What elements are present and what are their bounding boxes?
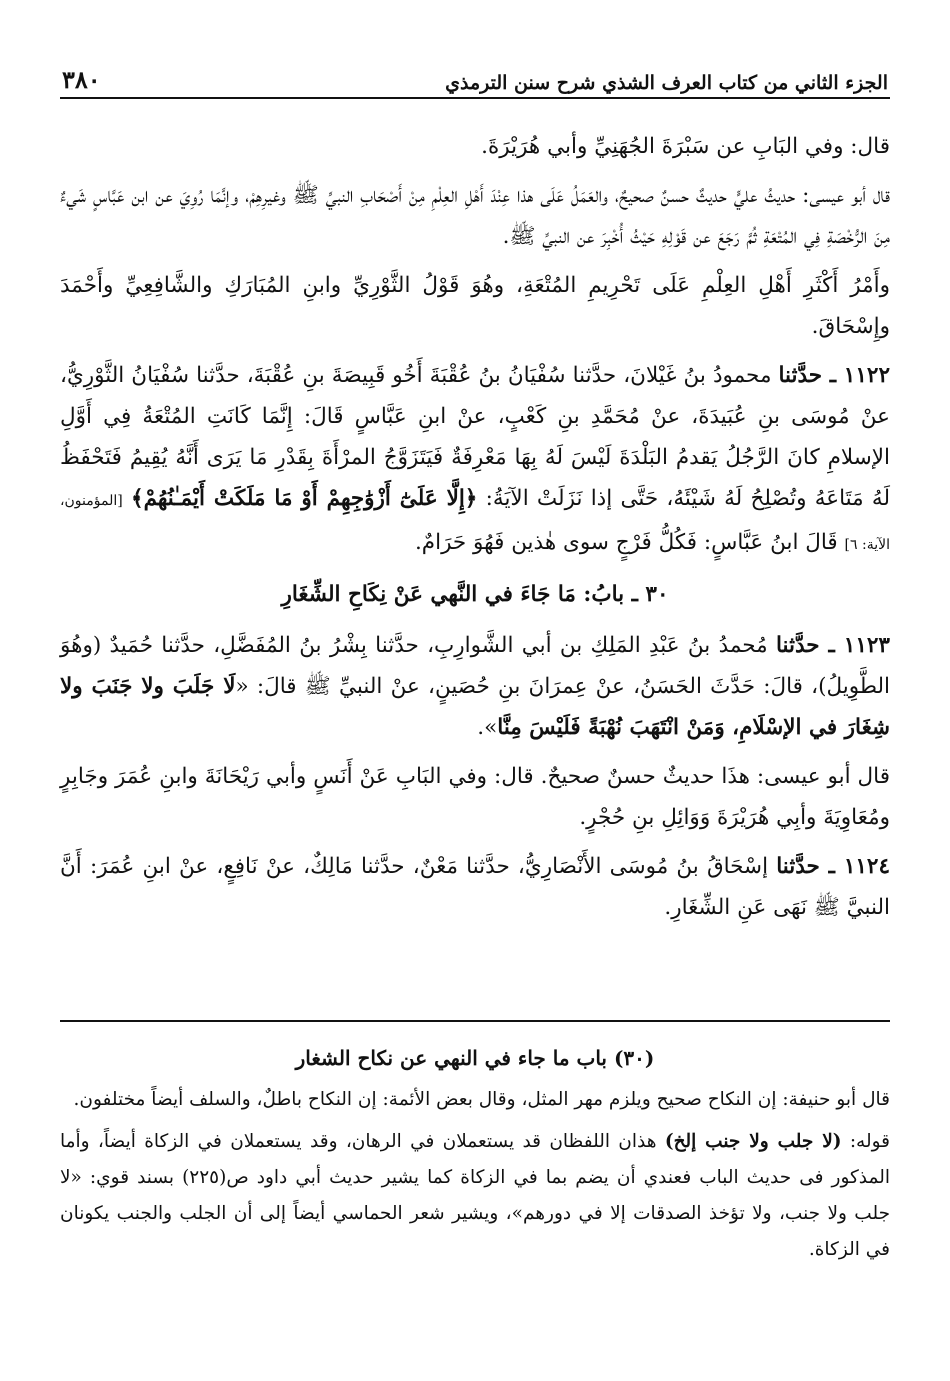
page-header <box>62 58 888 94</box>
hadith-1123 <box>60 625 890 748</box>
quran-verse: ﴿إِلَّا عَلَىٰٓ أَزْوَٰجِهِمْ أَوْ مَا مَلَكَتْ أَيْمَـٰنُهُمْ﴾ <box>130 486 478 511</box>
hadith-number: ١١٢٢ ـ حدَّثنا <box>778 363 890 388</box>
paragraph-abu-isa-grading: قال أبو عيسى: هذَا حديثٌ حسنٌ صحيحٌ. قال: وفي البَابِ عَنْ أَنَسٍ وأبي رَيْحَانَةَ وابنِ عُمَرَ وجَابِرٍ ومُعَاوِيَةَ وأبِي هُرَيْرَةَ وَوَائِلِ بنِ حُجْرٍ. <box>60 764 890 830</box>
quote-close: ». <box>477 715 498 740</box>
page-number: ٣٨٠ <box>62 65 101 94</box>
hadith-text: إسْحَاقُ بنُ مُوسَى الأَنْصَارِيُّ، حدَّثنا مَعْنٌ، حدَّثنا مَالِكٌ، عنْ نَافِعٍ، عنْ ابنِ عُمَرَ: أَنَّ النبيَّ ﷺ نَهَى عَنِ الشِّغَارِ. <box>60 854 890 920</box>
hadith-text-end: قَالَ ابنُ عَبَّاسٍ: فَكُلُّ فَرْجٍ سوى هٰذين فَهُوَ حَرَامٌ. <box>414 530 845 555</box>
prophetic-saying: لَا جَلَبَ ولا جَنَبَ ولا شِغَارَ في الإسْلَامِ، وَمَنْ انْتَهَبَ نُهْبَةً فَلَيْسَ مِنَّا <box>60 674 890 740</box>
hadith-1124 <box>60 846 890 928</box>
commentary-lead: قوله: <box>841 1131 891 1152</box>
commentary-quoted-phrase: (لا جلب ولا جنب إلخ) <box>664 1131 842 1152</box>
main-text <box>60 126 890 936</box>
header-divider <box>60 97 890 99</box>
running-title: الجزء الثاني من كتاب العرف الشذي شرح سنن الترمذي <box>445 72 888 94</box>
paragraph-abu-isa-ruling: قال أبو عيسى: حديثُ عليٍّ حديثٌ حسنٌ صحيحٌ، والعَمَلُ عَلَى هذا عِنْدَ أَهْلِ العِلْمِ مِنْ أَصْحَابِ النبيِّ ﷺ وغيرِهِمْ، وإنَّمَا رُوِيَ عن ابن عَبَّاسٍ شَيءٌ مِنَ الرُّخْصَةِ فِي المُتْعَةِ ثُمَّ رَجَعَ عن قَوْلِهِ حَيْثُ أُخْبِرَ عن النبيِّ ﷺ. <box>60 183 890 249</box>
paragraph-scholars-opinion: وأَمْرُ أَكْثَرِ أَهْلِ العِلْمِ عَلَى تَحْرِيمِ المُتْعَةِ، وهُوَ قَوْلُ الثَّوْرِيِّ وابنِ المُبَارَكِ والشَّافِعِيِّ وأَحْمَدَ وإِسْحَاقَ. <box>60 273 890 339</box>
hadith-text: محمودُ بنُ غَيْلانَ، حدَّثنا سُفْيَانُ بنُ عُقْبَةَ أَخُو قَبِيصَةَ بنِ عُقْبَةَ، حدَّثنا سُفْيَانُ الثَّوْرِيُّ، عنْ مُوسَى بنِ عُبَيدَةَ، عنْ مُحَمَّدِ بنِ كَعْبٍ، عنْ ابنِ عَبَّاسٍ قَالَ: إِنَّمَا كَانَتِ المُتْعَةُ فِي أَوَّلِ الإسلامِ كانَ الرَّجُلُ يَقدمُ البَلْدَةَ لَيْسَ لَهُ بِهَا مَعْرِفَةٌ فَيَتَزَوَّجُ المرْأَةَ بِقَدْرِ مَا يَرَى أَنَّهُ يُقِيمُ فَتَحْفَظُ لَهُ مَتَاعَهُ وتُصْلِحُ لَهُ شَيْئَهُ، حَتَّى إذا نَزَلَتْ الآيَةُ: <box>60 363 891 511</box>
hadith-number: ١١٢٤ ـ حدَّثنا <box>776 854 891 879</box>
hadith-text: مُحمدُ بنُ عَبْدِ المَلِكِ بن أبي الشَّوارِبِ، حدَّثنا بِشْرُ بنُ المُفَضَّلِ، حدَّثنا حُمَيدٌ (وهُوَ الطَّوِيلُ)، قالَ: حَدَّثَ الحَسَنُ، عنْ عِمرَانَ بنِ حُصَينٍ، عنْ النبيِّ ﷺ قالَ: « <box>60 633 890 699</box>
paragraph-bab-note: قال: وفي البَابِ عن سَبْرَةَ الجُهَنِيِّ وأبي هُرَيْرَةَ. <box>481 134 890 159</box>
commentary <box>60 1040 890 1274</box>
commentary-text: هذان اللفظان قد يستعملان في الرهان، وقد يستعملان في الزكاة أيضاً، وأما المذكور فى حديث الباب فعندي أن يضم بما في الزكاة كما يشير حديث أبي داود ص(٢٢٥) بسند قوي: «لا جلب ولا جنب، ولا تؤخذ الصدقات إلا في دورهم»، ويشير شعر الحماسي أيضاً إلى أن الجلب والجنب يكونان في الزكاة. <box>60 1131 890 1260</box>
commentary-heading: (٣٠) باب ما جاء في النهي عن نكاح الشغار <box>295 1046 655 1070</box>
commentary-paragraph-2 <box>60 1124 890 1268</box>
commentary-paragraph-1: قال أبو حنيفة: إن النكاح صحيح ويلزم مهر المثل، وقال بعض الأئمة: إن النكاح باطلٌ، والسلف أيضاً مختلفون. <box>73 1089 890 1110</box>
chapter-heading: ٣٠ ـ بابُ: مَا جَاءَ في النَّهي عَنْ نِكَاحِ الشِّغَارِ <box>281 582 669 607</box>
hadith-1122 <box>60 355 890 566</box>
commentary-divider <box>60 1020 890 1022</box>
hadith-number: ١١٢٣ ـ حدَّثنا <box>775 633 890 658</box>
verse-citation: [المؤمنون، الآية: ٦] <box>60 493 890 553</box>
